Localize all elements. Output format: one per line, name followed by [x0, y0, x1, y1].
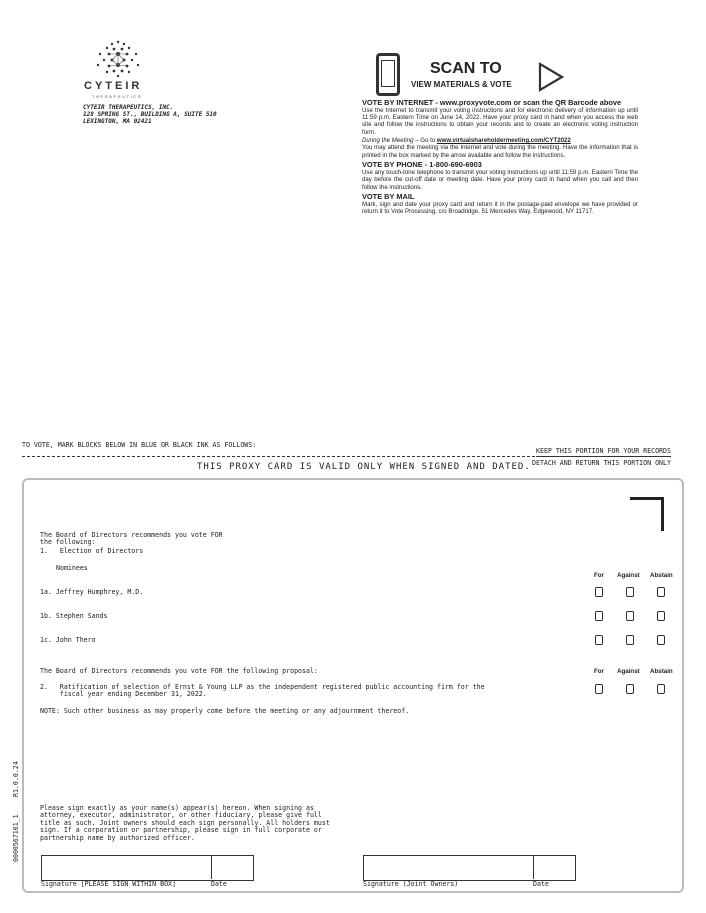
checkbox-1a-against[interactable]: [626, 587, 634, 597]
col-abstain: Abstain: [650, 572, 673, 579]
proposal2-item: 2. Ratification of selection of Ernst & Young LLP as the independent registered public accounting firm for the fiscal year ending December 31, 2022.: [40, 683, 485, 699]
nominee-1b: 1b. Stephen Sands: [40, 612, 108, 620]
scan-title: SCAN TO: [430, 60, 502, 77]
internet-text: Use the Internet to transmit your voting instructions and for electronic delivery of information up until 11:59 p.m. Eastern Time on June 14, 2022. Have your proxy card in hand when you access the web site and follow the instructions to obtain your records and to create an electronic voting instruction form.: [362, 107, 638, 136]
mail-text: Mark, sign and date your proxy card and return it in the postage-paid envelope we have provided or return it to Vote Processing, c/o Broadridge, 51 Mercedes Way, Edgewood, NY 11717.: [362, 201, 638, 216]
detach-line: [22, 456, 535, 457]
proposal1-intro: The Board of Directors recommends you vote FOR the following:: [40, 531, 223, 547]
meeting-text-block: During the Meeting – Go to www.virtualshareholdermeeting.com/CYT2022 You may attend the meeting via the Internet and vote during the meeting. Have the information that is printed in the box marked by the arrow available and follow the instructions.: [362, 137, 638, 159]
checkbox-1a-for[interactable]: [595, 587, 603, 597]
nominee-1c: 1c. John Thero: [40, 636, 96, 644]
company-logo-word: CYTEIR: [84, 80, 143, 92]
detach-portion-label: DETACH AND RETURN THIS PORTION ONLY: [532, 459, 671, 467]
voting-instructions: [362, 98, 638, 217]
proposal1-item: 1. Election of Directors: [40, 547, 144, 555]
play-arrow-icon: [538, 62, 564, 92]
checkbox-1c-for[interactable]: [595, 635, 603, 645]
joint-signature-box[interactable]: [363, 855, 576, 881]
col-against: Against: [617, 572, 640, 579]
side-code-1: 0000567161_1: [12, 814, 20, 862]
phone-icon: [376, 53, 400, 96]
checkbox-1a-abstain[interactable]: [657, 587, 665, 597]
joint-date-divider: [533, 855, 534, 879]
checkbox-2-abstain[interactable]: [657, 684, 665, 694]
joint-date-label: Date: [533, 880, 549, 888]
checkbox-1b-abstain[interactable]: [657, 611, 665, 621]
phone-heading: VOTE BY PHONE - 1-800-690-6903: [362, 160, 482, 170]
mark-instructions: TO VOTE, MARK BLOCKS BELOW IN BLUE OR BLACK INK AS FOLLOWS:: [22, 441, 257, 449]
keep-portion-label: KEEP THIS PORTION FOR YOUR RECORDS: [536, 447, 671, 455]
col2-against: Against: [617, 668, 640, 675]
checkbox-1c-against[interactable]: [626, 635, 634, 645]
signature-box[interactable]: [41, 855, 254, 881]
company-address: CYTEIR THERAPEUTICS, INC. 128 SPRING ST., BUILDING A, SUITE 510 LEXINGTON, MA 02421: [83, 104, 217, 126]
col2-for: For: [594, 668, 604, 675]
checkbox-2-against[interactable]: [626, 684, 634, 694]
proposal2-intro: The Board of Directors recommends you vote FOR the following proposal:: [40, 667, 318, 675]
date-label: Date: [211, 880, 227, 888]
signature-date-divider: [211, 855, 212, 879]
company-logo-sub: THERAPEUTICS: [92, 94, 143, 99]
phone-text: Use any touch-tone telephone to transmit your voting instructions up until 11:59 p.m. Eastern Time the day before the cut-off date or meeting date. Have your proxy card in hand when you call and then follow the instructions.: [362, 169, 638, 191]
side-code-2: R1.0.0.24: [12, 761, 20, 797]
internet-heading: VOTE BY INTERNET - www.proxyvote.com or scan the QR Barcode above: [362, 98, 622, 107]
checkbox-1b-for[interactable]: [595, 611, 603, 621]
checkbox-1b-against[interactable]: [626, 611, 634, 621]
meeting-link[interactable]: www.virtualshareholdermeeting.com/CYT2022: [436, 137, 571, 145]
signature-label: Signature [PLEASE SIGN WITHIN BOX]: [41, 880, 176, 888]
col-for: For: [594, 572, 604, 579]
valid-notice: THIS PROXY CARD IS VALID ONLY WHEN SIGNED AND DATED.: [197, 462, 531, 472]
note-text: NOTE: Such other business as may properly come before the meeting or any adjournment thereof.: [40, 707, 410, 715]
mail-heading: VOTE BY MAIL: [362, 192, 415, 202]
signing-instructions: Please sign exactly as your name(s) appear(s) hereon. When signing as attorney, executor, administrator, or other fiduciary, please give full title as such. Joint owners should each sign personally. All holders must sign. If a corporation or partnership, please sign in full corporate or partnership name by authorized officer.: [40, 804, 330, 842]
corner-mark-icon: [630, 497, 664, 531]
nominee-1a: 1a. Jeffrey Humphrey, M.D.: [40, 588, 144, 596]
checkbox-2-for[interactable]: [595, 684, 603, 694]
col2-abstain: Abstain: [650, 668, 673, 675]
scan-subtitle: VIEW MATERIALS & VOTE: [411, 80, 512, 89]
nominees-label: Nominees: [56, 564, 88, 572]
checkbox-1c-abstain[interactable]: [657, 635, 665, 645]
cyteir-logo-icon: [90, 38, 146, 80]
joint-signature-label: Signature (Joint Owners): [363, 880, 459, 888]
